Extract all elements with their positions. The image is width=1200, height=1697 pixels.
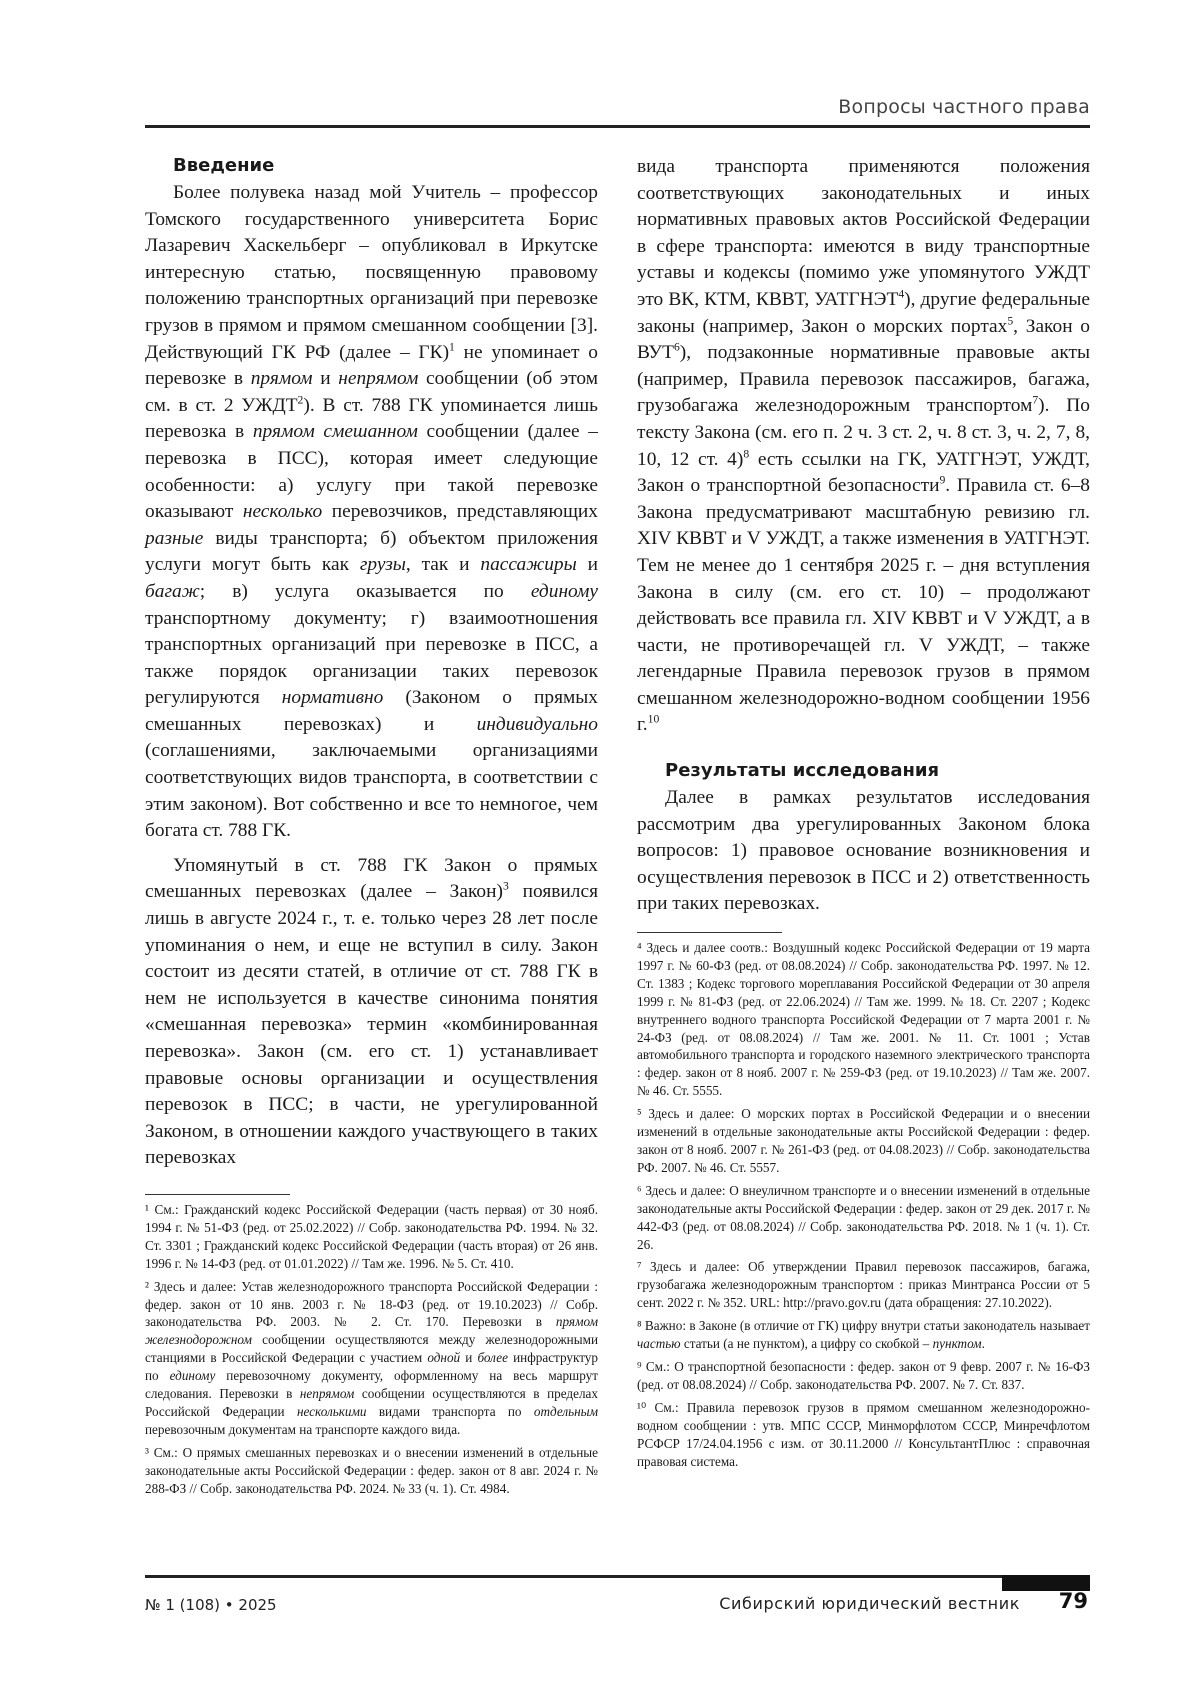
right-body [637,154,1090,739]
footnote-5: ⁵ Здесь и далее: О морских портах в Российской Федерации и о внесении изменений в отдельные законодательные акты Российской Федерации : федер. закон от 8 нояб. 2007 г. № 261-ФЗ (ред. от 04.08.2023) // Собр. законодательства РФ. 2007. № 46. Ст. 5557. [637,1106,1090,1175]
emphasis: несколько [242,501,323,523]
right-body-2 [637,785,1090,918]
text: Упомянутый в ст. 788 ГК Закон о прямых смешанных перевозках (далее – Закон) [145,854,598,903]
paragraph-3 [637,154,1090,739]
footnote-1: ¹ См.: Гражданский кодекс Российской Федерации (часть первая) от 30 нояб. 1994 г. № 51-ФЗ (ред. от 25.02.2022) // Собр. законодательства РФ. 1994. № 32. Ст. 3301 ; Гражданский кодекс Российской Федерации (часть вторая) от 26 янв. 1996 г. № 14-ФЗ (ред. от 01.01.2022) // Там же. 1996. № 5. Ст. 410. [145,1201,598,1271]
paragraph-2 [145,853,598,1172]
emphasis: грузы [359,554,406,576]
text: транспортному документу; г) взаимоотношения транспортных организаций при перевозке в ПСС, а также порядок организации таких перевозок регулируются [145,607,598,709]
footnote-ref-2[interactable]: 2 [297,393,304,407]
footnote-ref-10[interactable]: 10 [647,713,660,726]
text: перевозочному документу, оформленному на весь маршрут следования. Перевозки в [145,1368,598,1402]
text: ), другие федеральные законы (например, Закон о морских портах [637,288,1090,337]
emphasis: более [477,1350,508,1366]
left-footnotes [145,1201,598,1498]
footnote-3: ³ См.: О прямых смешанных перевозках и о внесении изменений в отдельные законодательные акты Российской Федерации : федер. закон от 8 авг. 2024 г. № 288-ФЗ // Собр. законодательства РФ. 2024. № 33 (ч. 1). Ст. 4984. [145,1444,598,1496]
paragraph-4: Далее в рамках результатов исследования рассмотрим два урегулированных Законом блока вопросов: 1) правовое основание возникновения и осуществления перевозок в ПСС и 2) ответственность при таких перевозках. [637,787,1090,915]
footnote-7: ⁷ Здесь и далее: Об утверждении Правил перевозок пассажиров, багажа, грузобагажа железнодорожным транспортом : приказ Минтранса России от 5 сент. 2022 г. № 352. URL: http://pravo.gov.ru (дата обращения: 27.10.2022). [637,1259,1090,1311]
footnote-ref-8[interactable]: 8 [743,447,750,461]
footnote-ref-7[interactable]: 7 [1032,393,1039,407]
text: не упоминает о перевозке в [145,341,598,390]
text: есть ссылки на ГК, УАТГНЭТ, УЖДТ, Закон о транспортной безопасности [637,448,1090,497]
text: перевозчиков, представляющих [322,501,598,523]
right-column [637,154,1090,1475]
emphasis: непрямом [299,1386,355,1402]
text: , так и [405,554,481,576]
text: ; в) услуга оказывается по [199,580,531,602]
footnote-2 [145,1278,598,1439]
header-rule [145,125,1090,128]
text: вида транспорта применяются положения соответствующих законодательных и иных нормативных правовых актов Российской Федерации в сфере транспорта: имеются в виду транспортные уставы и кодексы (помимо уже упомянутого УЖДТ это ВК, КТМ, КВВТ, УАТГНЭТ [637,156,1090,310]
emphasis: прямом железнодорожном [145,1314,598,1348]
text: ). По тексту Закона (см. его п. 2 ч. 3 ст. 2, ч. 8 ст. 3, ч. 2, 7, 8, 10, 12 ст. 4) [637,395,1090,470]
text: и [312,368,339,390]
text: сообщении (далее – перевозка в ПСС), которая имеет следующие особенности: а) услугу при такой перевозке оказывают [145,421,598,523]
footnote-ref-1[interactable]: 1 [449,340,455,354]
emphasis: разные [145,527,204,549]
issue-number: № 1 (108) • 2025 [145,1596,277,1614]
emphasis: частью [637,1336,681,1352]
emphasis: пассажиры [480,554,577,576]
section-heading-introduction: Введение [173,155,275,176]
footnote-rule [637,932,782,933]
text: ² Здесь и далее: Устав железнодорожного транспорта Российской Федерации : федер. закон от 10 янв. 2003 г. № 18-ФЗ (ред. от 19.10.2023) // Собр. законодательства РФ. 2003. № 2. Ст. 170. Перевозки в [145,1278,598,1330]
left-column [145,154,598,1502]
emphasis: прямом смешанном [252,421,418,443]
text: перевозочным документам на транспорте каждого вида. [145,1421,461,1437]
emphasis: единому [530,580,598,602]
running-header: Вопросы частного права [838,96,1090,118]
emphasis: индивидуально [476,713,598,735]
text: и [576,554,598,576]
section-heading-results: Результаты исследования [665,760,940,782]
right-footnotes [637,939,1090,1470]
text: . Правила ст. 6–8 Закона предусматривают масштабную ревизию гл. XIV КВВТ и V УЖДТ, а также изменения в УАТГНЭТ. Тем не менее до 1 сентября 2025 г. – дня вступления Закона в силу (см. его ст. 10) – продолжают действовать все правила гл. XIV КВВТ и V УЖДТ, а в части, не противоречащей гл. V УЖДТ, – также легендарные Правила перевозок грузов в прямом смешанном железнодорожно-водном сообщении 1956 г. [637,475,1090,736]
text: ⁸ Важно: в Законе (в отличие от ГК) цифру внутри статьи законодатель называет [637,1318,1090,1334]
text: видами транспорта по [366,1403,534,1419]
footnote-9: ⁹ См.: О транспортной безопасности : федер. закон от 9 февр. 2007 г. № 16-ФЗ (ред. от 08.08.2024) // Собр. законодательства РФ. 2007. № 7. Ст. 837. [637,1358,1090,1392]
text: Более полувека назад мой Учитель – профессор Томского государственного университета Борис Лазаревич Хаскельберг – опубликовал в Иркутске интересную статью, посвященную правовому положению транспортных организаций при перевозке грузов в прямом и прямом смешанном сообщении [3]. Действующий ГК РФ (далее – ГК) [145,182,598,363]
footnote-ref-4[interactable]: 4 [898,287,905,301]
footnote-4: ⁴ Здесь и далее соотв.: Воздушный кодекс Российской Федерации от 19 марта 1997 г. № 60-ФЗ (ред. от 08.08.2024) // Собр. законодательства РФ. 1997. № 12. Ст. 1383 ; Кодекс торгового мореплавания Российской Федерации от 30 апреля 1999 г. № 81-ФЗ (ред. от 22.06.2024) // Там же. 1999. № 18. Ст. 2207 ; Кодекс внутреннего водного транспорта Российской Федерации от 7 марта 2001 г. № 24-ФЗ (ред. от 08.08.2024) // Там же. 2001. № 11. Ст. 1001 ; Устав автомобильного транспорта и городского наземного электрического транспорта : федер. закон от 8 нояб. 2007 г. № 259-ФЗ (ред. от 19.10.2023) // Там же. 2007. № 46. Ст. 5555. [637,940,1090,1099]
footnote-ref-5[interactable]: 5 [1007,314,1014,328]
emphasis: одной [427,1350,461,1366]
emphasis: единому [169,1368,216,1384]
text: инфраструктур по [145,1350,598,1384]
text: сообщении осуществляются между железнодорожными станциями в Российской Федерации с участием [145,1332,598,1366]
emphasis: пунктом [932,1336,982,1352]
text: сообщении (об этом см. в ст. 2 УЖДТ [145,368,599,416]
text: и [460,1350,478,1366]
emphasis: непрямом [338,368,419,390]
text: виды транспорта; б) объектом приложения услуги могут быть как [145,527,598,576]
text: сообщении осуществляются в пределах Российской Федерации [145,1386,598,1419]
text: , Закон о ВУТ [637,315,1090,364]
footer-rule [145,1575,1090,1578]
footnote-10: ¹⁰ См.: Правила перевозок грузов в прямом смешанном железнодорожно-водном сообщении : утв. МПС СССР, Минморфлотом СССР, Минречфлотом РСФСР 17/24.04.1956 с изм. от 30.11.2000 // КонсультантПлюс : справочная правовая система. [637,1399,1090,1469]
text: . [981,1336,985,1352]
emphasis: отдельным [533,1403,598,1419]
journal-title: Сибирский юридический вестник [719,1594,1020,1613]
text: ). В ст. 788 ГК упоминается лишь перевозка в [145,394,598,443]
paragraph-1 [145,180,598,845]
footnote-ref-6[interactable]: 6 [673,340,680,354]
text: ), подзаконные нормативные правовые акты (например, Правила перевозок пассажиров, багажа, грузобагажа железнодорожным транспортом [637,342,1090,417]
left-body [145,180,598,1172]
footnote-6: ⁶ Здесь и далее: О внеуличном транспорте и о внесении изменений в отдельные законодательные акты Российской Федерации : федер. закон от 29 дек. 2017 г. № 442-ФЗ (ред. от 08.08.2024) // Собр. законодательства РФ. 2018. № 1 (ч. 1). Ст. 26. [637,1182,1091,1252]
emphasis: багаж [145,580,200,602]
text: появился лишь в августе 2024 г., т. е. только через 28 лет после упоминания о нем, и еще не вступил в силу. Закон состоит из десяти статей, в отличие от ст. 788 ГК в нем не используется в качестве синонима понятия «смешанная перевозка» термин «комбинированная перевозка». Закон (см. его ст. 1) устанавливает правовые основы организации и осуществления перевозок в ПСС; в части, не урегулированной Законом, в отношении каждого участвующего в таких перевозках [145,881,598,1169]
text: (соглашениями, заключаемыми организациями соответствующих видов транспорта, в соответствии с этим законом). Вот собственно и все то немногое, чем богата ст. 788 ГК. [145,740,598,842]
emphasis: прямом [250,368,313,390]
emphasis: несколькими [296,1403,367,1419]
text: (Законом о прямых смешанных перевозках) и [145,687,599,735]
footnote-ref-3[interactable]: 3 [502,879,509,893]
page-number: 79 [1058,1589,1088,1613]
footnote-ref-9[interactable]: 9 [939,473,946,487]
emphasis: нормативно [281,687,384,709]
text: статьи (а не пунктом), а цифру со скобкой – [680,1336,933,1352]
footnote-rule [145,1194,290,1195]
footnote-8 [637,1317,1090,1353]
